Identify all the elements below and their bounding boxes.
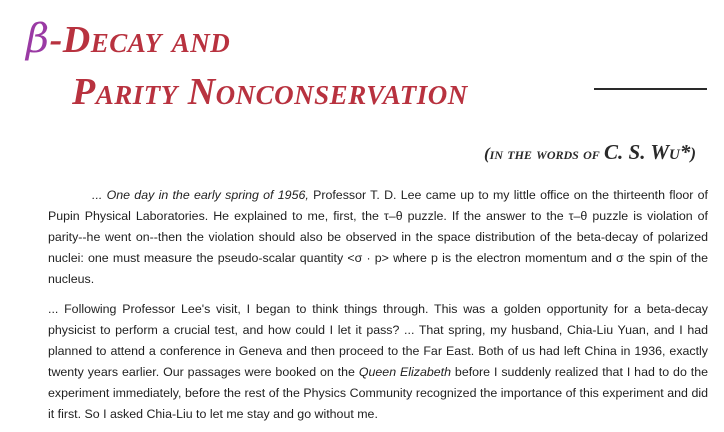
attribution-name: C. S. Wu* <box>604 140 691 164</box>
paragraph-1-lead: ... One day in the early spring of 1956, <box>92 188 309 202</box>
paragraph-1 <box>48 185 708 290</box>
paragraph-2-part-1: ... Following Professor Lee's visit, I began to think things through. This was a golden opportunity for a beta-decay physicist to perform a crucial test, and how could I let it pass? ... That spring, my husband, Chia-Liu Yuan, and I had planned to attend a conference in Geneva and then proceed to the Far East. Both of us had left China in 1936, exactly twenty years earlier. Our passages were booked on the <box>48 302 708 379</box>
ship-name: Queen Elizabeth <box>358 365 451 379</box>
attribution-suffix: ) <box>690 144 696 163</box>
paragraph-1-body: Professor T. D. Lee came up to my little office on the thirteenth floor of Pupin Physical Laboratories. He explained to me, first, the τ–θ puzzle. If the answer to the τ–θ puzzle is violation of parity--he went on--then the violation should also be observed in the space distribution of the beta-decay of polarized nuclei: one must measure the pseudo-scalar quantity <σ · p> where p is the electron momentum and σ the spin of the nucleus. <box>48 188 708 286</box>
title-line-1 <box>26 16 230 62</box>
paragraph-2-part-2: before I suddenly realized that I had to do the experiment immediately, before the rest of the Physics Community recognized the importance of this experiment and did it first. So I asked Chia-Liu to let me stay and go without me. <box>48 365 708 421</box>
title-line-1-text: -Decay and <box>49 19 231 61</box>
article-title <box>22 8 712 118</box>
beta-symbol: β <box>26 16 50 62</box>
attribution-prefix: (in the words of <box>484 144 605 163</box>
title-rule <box>594 88 707 90</box>
paragraph-2 <box>48 299 708 425</box>
attribution <box>484 140 696 165</box>
title-line-2: Parity Nonconservation <box>72 71 468 113</box>
